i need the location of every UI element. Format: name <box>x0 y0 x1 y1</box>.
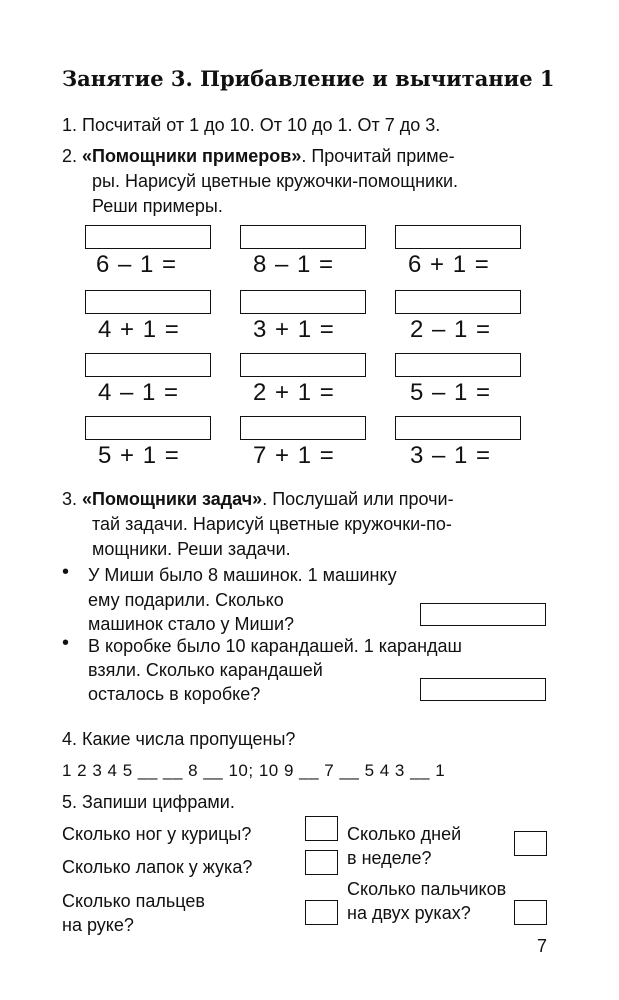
problem1-line1: У Миши было 8 машинок. 1 машинку <box>88 565 397 585</box>
task2-line1 <box>62 143 455 169</box>
task3-heading: «Помощники задач» <box>82 489 263 509</box>
example: 4 + 1 = <box>98 316 180 343</box>
example: 2 + 1 = <box>253 379 335 406</box>
bullet-icon: • <box>62 632 70 654</box>
answer-box[interactable] <box>240 225 366 249</box>
answer-box[interactable] <box>395 290 521 314</box>
task2-line3: Реши примеры. <box>92 196 223 216</box>
answer-box[interactable] <box>395 353 521 377</box>
example: 8 – 1 = <box>253 251 335 278</box>
task1-text: 1. Посчитай от 1 до 10. От 10 до 1. От 7 до 3. <box>62 115 441 135</box>
answer-box[interactable] <box>85 225 211 249</box>
example: 5 – 1 = <box>410 379 492 406</box>
question-hand-fingers-line1: Сколько пальцев <box>62 891 205 911</box>
question-week-days-line1: Сколько дней <box>347 824 462 844</box>
task2-heading: «Помощники примеров» <box>82 146 302 166</box>
question-hand-fingers-line2: на руке? <box>62 915 134 935</box>
bullet-icon: • <box>62 561 70 583</box>
problem1-line2: ему подарили. Сколько <box>88 590 284 610</box>
task3-number: 3. <box>62 489 78 509</box>
task3-line1 <box>62 486 454 512</box>
answer-square[interactable] <box>305 900 338 925</box>
example: 7 + 1 = <box>253 442 335 469</box>
task4-sequence: 1 2 3 4 5 __ __ 8 __ 10; 10 9 __ 7 __ 5 4 3 __ 1 <box>62 761 446 780</box>
example: 3 + 1 = <box>253 316 335 343</box>
task2-line2: ры. Нарисуй цветные кружочки-помощники. <box>92 171 459 191</box>
task3-line3: мощники. Реши задачи. <box>92 539 291 559</box>
example: 4 – 1 = <box>98 379 180 406</box>
answer-square[interactable] <box>305 850 338 875</box>
example: 6 + 1 = <box>408 251 490 278</box>
example: 3 – 1 = <box>410 442 492 469</box>
problem2-answer-box[interactable] <box>420 678 546 701</box>
example: 2 – 1 = <box>410 316 492 343</box>
task3-line1-rest: . Послушай или прочи- <box>262 489 454 509</box>
example: 5 + 1 = <box>98 442 180 469</box>
question-beetle-legs: Сколько лапок у жука? <box>62 857 253 877</box>
answer-box[interactable] <box>85 416 211 440</box>
question-two-hands-line1: Сколько пальчиков <box>347 879 507 899</box>
answer-box[interactable] <box>240 353 366 377</box>
page-title: Занятие 3. Прибавление и вычитание 1 <box>62 66 555 91</box>
problem1-line3: машинок стало у Миши? <box>88 614 295 634</box>
answer-square[interactable] <box>514 900 547 925</box>
task5-text: 5. Запиши цифрами. <box>62 792 235 812</box>
answer-box[interactable] <box>240 416 366 440</box>
question-chicken-legs: Сколько ног у курицы? <box>62 824 252 844</box>
answer-box[interactable] <box>85 290 211 314</box>
problem2-line3: осталось в коробке? <box>88 684 261 704</box>
problem1-answer-box[interactable] <box>420 603 546 626</box>
page-number: 7 <box>537 936 548 956</box>
problem2-line1: В коробке было 10 карандашей. 1 карандаш <box>88 636 462 656</box>
answer-box[interactable] <box>240 290 366 314</box>
task2-number: 2. <box>62 146 78 166</box>
example: 6 – 1 = <box>96 251 178 278</box>
question-week-days-line2: в неделе? <box>347 848 432 868</box>
answer-square[interactable] <box>305 816 338 841</box>
task2-line1-rest: . Прочитай приме- <box>301 146 455 166</box>
answer-box[interactable] <box>395 416 521 440</box>
problem2-line2: взяли. Сколько карандашей <box>88 660 323 680</box>
answer-box[interactable] <box>85 353 211 377</box>
answer-square[interactable] <box>514 831 547 856</box>
task3-line2: тай задачи. Нарисуй цветные кружочки-по- <box>92 514 452 534</box>
question-two-hands-line2: на двух руках? <box>347 903 471 923</box>
answer-box[interactable] <box>395 225 521 249</box>
task4-text: 4. Какие числа пропущены? <box>62 729 296 749</box>
